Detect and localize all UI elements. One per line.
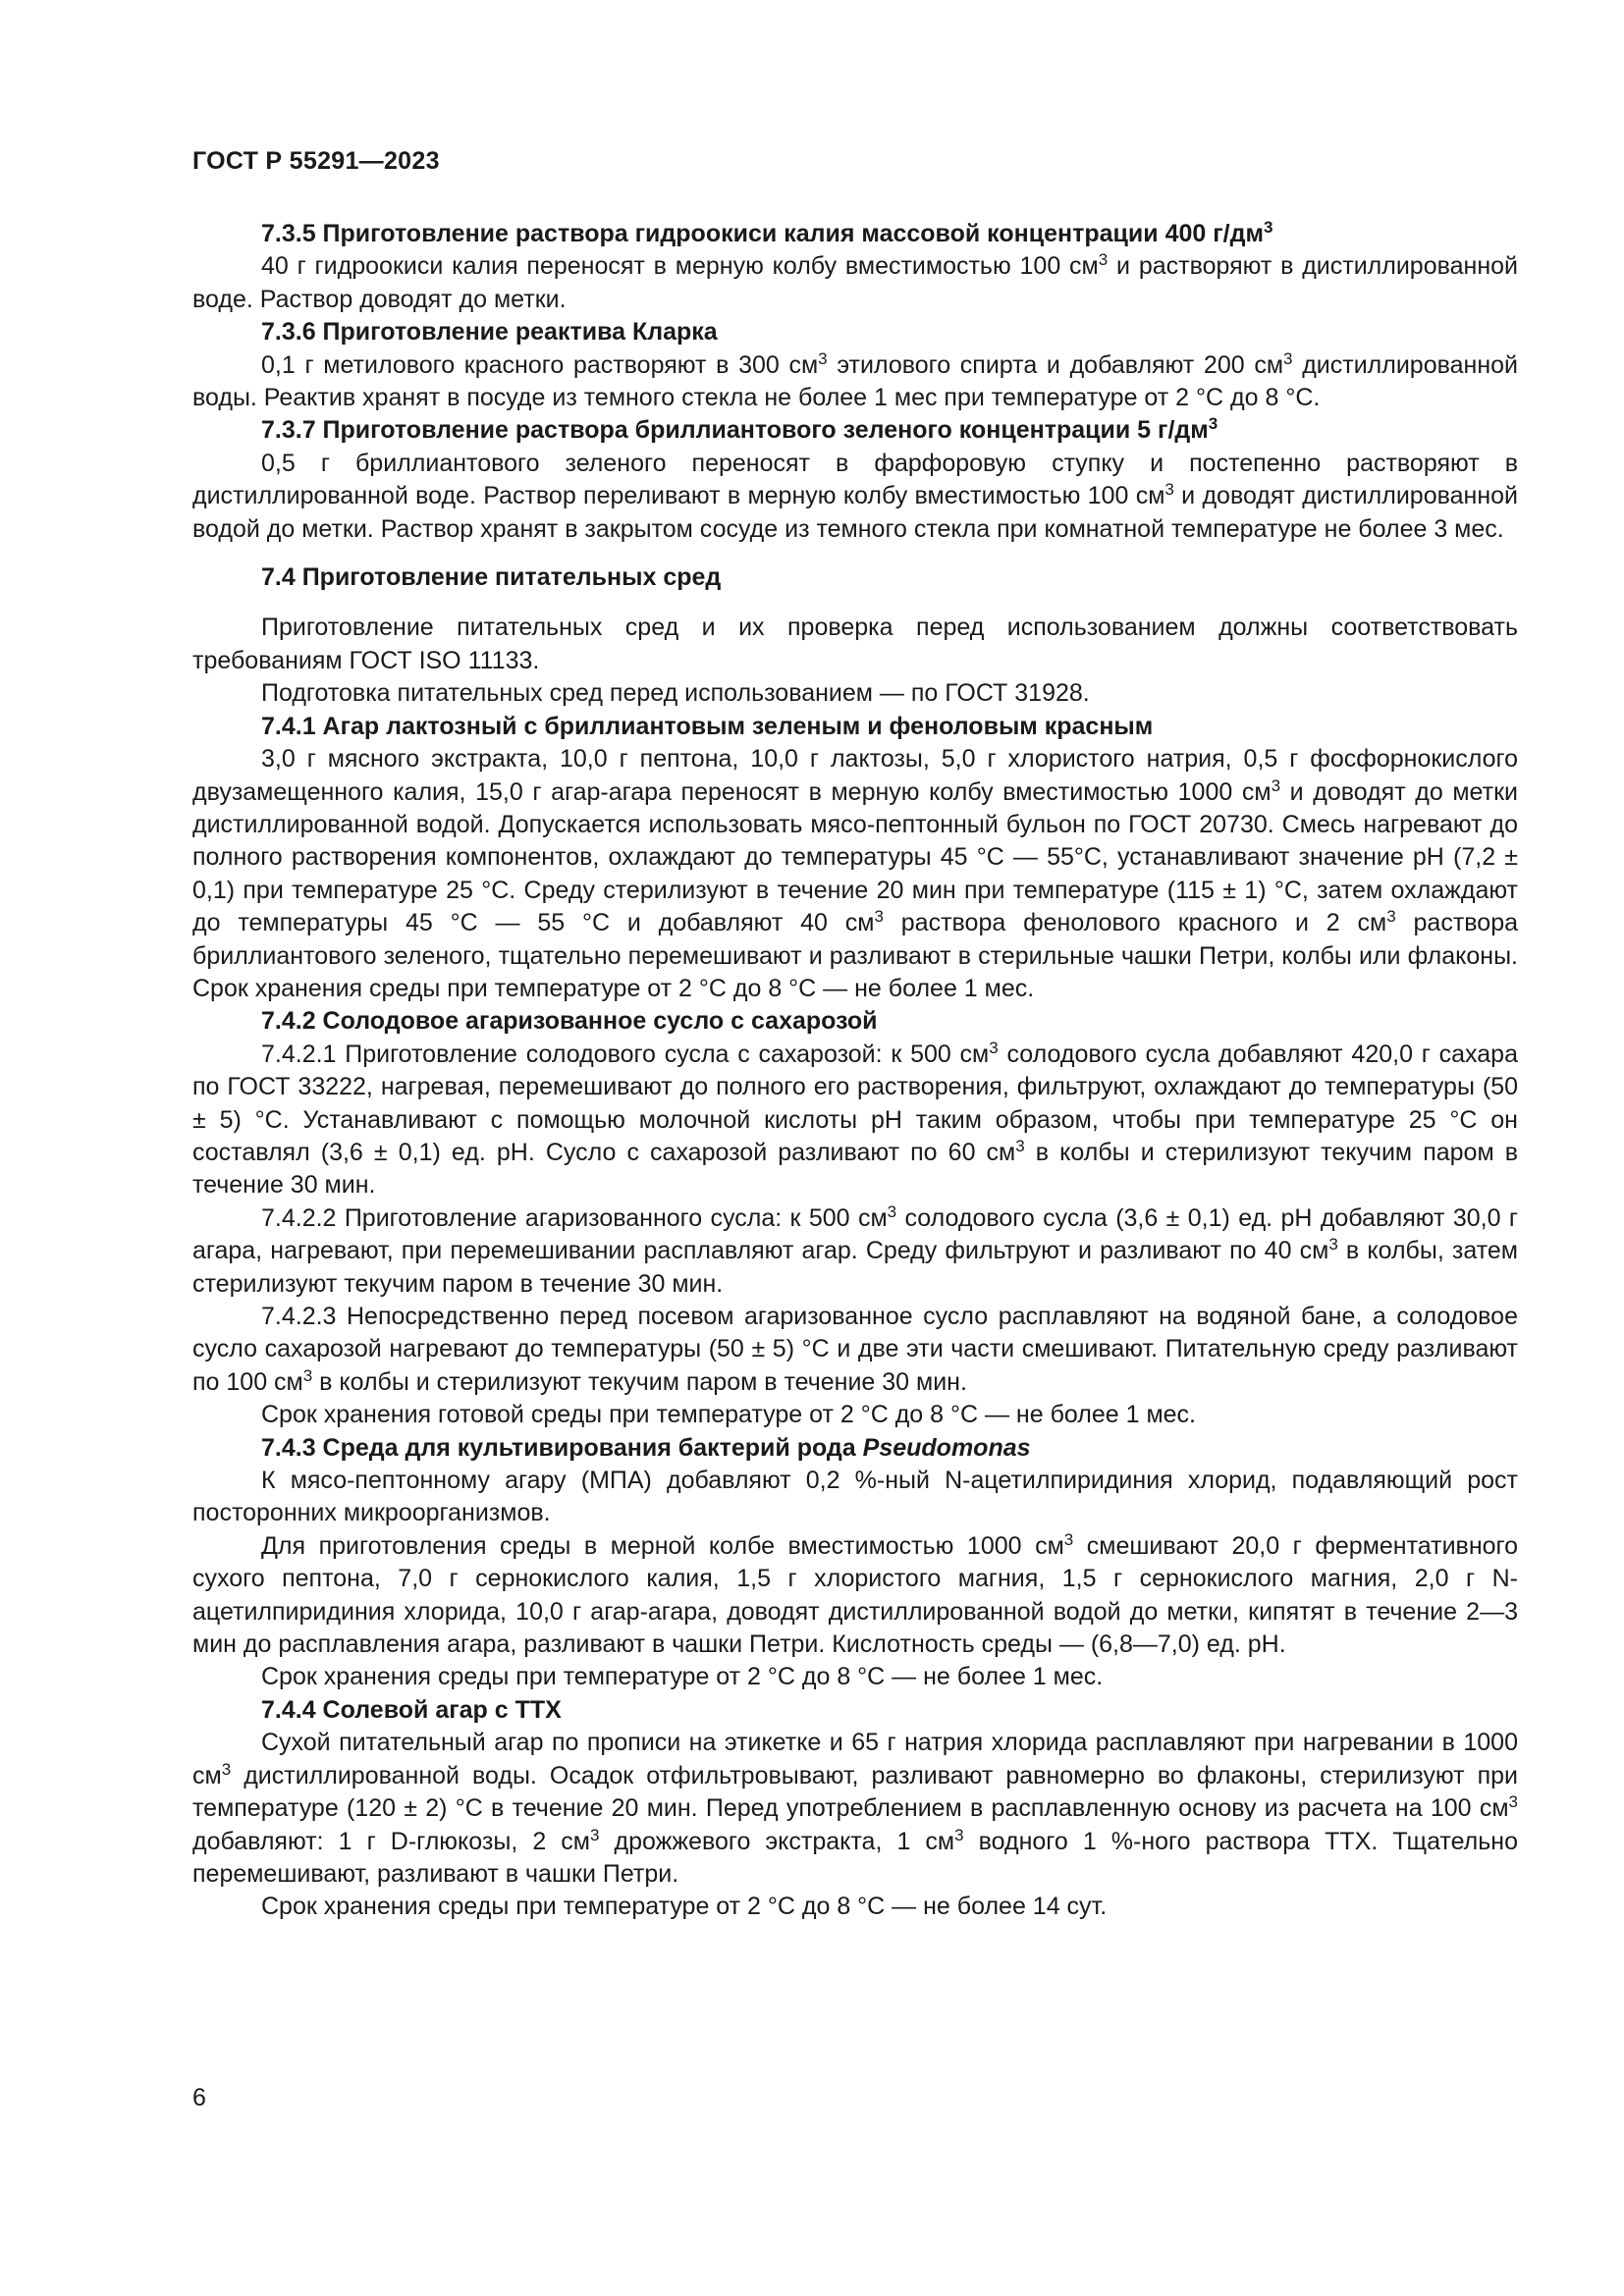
section-7-4-2-2-paragraph: 7.4.2.2 Приготовление агаризованного сусла: к 500 $см^3$ солодового сусла (3,6 ± 0,1) ед. рН добавляют 30,0 г агара, нагревают, при перемешивании расплавляют агар. Среду фильтруют и разливают по 40 $см^3$ в колбы, затем стерилизуют текучим паром в течение 30 мин. [192,1201,1518,1298]
section-7-4-3-paragraph-2: Для приготовления среды в мерной колбе вместимостью 1000 $см^3$ смешивают 20,0 г ферментативного сухого пептона, 7,0 г сернокислого калия, 1,5 г хлористого магния, 1,5 г сернокислого магния, 2,0 г N-ацетилпиридиния хлорида, 10,0 г агар-агара, доводят дистиллированной водой до метки, кипятят в течение 2—3 мин до расплавления агара, разливают в чашки Петри. Кислотность среды — (6,8—7,0) ед. рН. [192,1529,1519,1659]
document-header: ГОСТ Р 55291—2023 [192,147,440,175]
section-7-3-7-paragraph: 0,5 г бриллиантового зеленого переносят в фарфоровую ступку и постепенно растворяют в дистиллированной воде. Раствор переливают в мерную колбу вместимостью 100 $см^3$ и доводят дистиллированной водой до метки. Раствор хранят в закрытом сосуде из темного стекла при комнатной температуре не более 3 мес. [192,449,1518,543]
section-7-4-title: 7.4 Приготовление питательных сред [261,563,722,592]
section-7-4-4-storage: Срок хранения среды при температуре от 2 °С до 8 °С — не более 14 сут. [261,1893,1108,1921]
section-7-4-2-storage: Срок хранения готовой среды при температуре от 2 °С до 8 °С — не более 1 мес. [261,1401,1196,1429]
section-7-4-2-title: 7.4.2 Солодовое агаризованное сусло с сахарозой [261,1007,878,1036]
document-body [192,218,1518,1924]
section-7-3-5-paragraph: 40 г гидроокиси калия переносят в мерную колбу вместимостью 100 $см^3$ и растворяют в дистиллированной воде. Раствор доводят до метки. [192,250,1518,313]
section-7-3-6-paragraph: 0,1 г метилового красного растворяют в 300 $см^3$ этилового спирта и добавляют 200 $см^3$ дистиллированной воды. Реактив хранят в посуде из темного стекла не более 1 мес при температуре от 2 °С до 8 °С. [192,348,1518,412]
section-7-3-7-title: 7.3.7 Приготовление раствора бриллиантового зеленого концентрации 5 $г/дм^3$ [261,414,1218,445]
section-7-3-5-title: 7.3.5 Приготовление раствора гидроокиси калия массовой концентрации 400 $г/дм^3$ [261,218,1273,247]
section-7-4-4-title: 7.4.4 Солевой агар с ТТХ [261,1695,562,1724]
section-7-4-2-1-paragraph: 7.4.2.1 Приготовление солодового сусла с сахарозой: к 500 $см^3$ солодового сусла добавляют 420,0 г сахара по ГОСТ 33222, нагревая, перемешивают до полного его растворения, фильтруют, охлаждают до температуры (50 ± 5) °С. Устанавливают с помощью молочной кислоты рН таким образом, чтобы при температуре 25 °С он составлял (3,6 ± 0,1) ед. рН. Сусло с сахарозой разливают по 60 $см^3$ в колбы и стерилизуют текучим паром в течение 30 мин. [192,1038,1519,1200]
section-7-4-2-3-paragraph: 7.4.2.3 Непосредственно перед посевом агаризованное сусло расплавляют на водяной бане, а солодовое сусло сахарозой нагревают до температуры (50 ± 5) °С и две эти части смешивают. Питательную среду разливают по 100 $см^3$ в колбы и стерилизуют текучим паром в течение 30 мин. [192,1303,1518,1396]
section-7-4-3-storage: Срок хранения среды при температуре от 2 °С до 8 °С — не более 1 мес. [261,1663,1104,1691]
section-7-4-1-paragraph: 3,0 г мясного экстракта, 10,0 г пептона, 10,0 г лактозы, 5,0 г хлористого натрия, 0,5 г фосфорнокислого двузамещенного калия, 15,0 г агар-агара переносят в мерную колбу вместимостью 1000 $см^3$ и доводят до метки дистиллированной водой. Допускается использовать мясо-пептонный бульон по ГОСТ 20730. Смесь нагревают до полного растворения компонентов, охлаждают до температуры 45 °С — 55°С, устанавливают значение рН (7,2 ± 0,1) при температуре 25 °С. Среду стерилизуют в течение 20 мин при температуре (115 ± 1) °С, затем охлаждают до температуры 45 °С — 55 °С и добавляют 40 $см^3$ раствора фенолового красного и 2 $см^3$ раствора бриллиантового зеленого, тщательно перемешивают и разливают в стерильные чашки Петри, колбы или флаконы. Срок хранения среды при температуре от 2 °С до 8 °С — не более 1 мес. [192,745,1518,1002]
section-7-4-1-title: 7.4.1 Агар лактозный с бриллиантовым зеленым и феноловым красным [261,712,1154,740]
section-7-4-4-paragraph: Сухой питательный агар по прописи на этикетке и 65 г натрия хлорида расплавляют при нагревании в 1000 $см^3$ дистиллированной воды. Осадок отфильтровывают, разливают равномерно во флаконы, стерилизуют при температуре (120 ± 2) °С в течение 20 мин. Перед употреблением в расплавленную основу из расчета на 100 $см^3$ добавляют: 1 г D-глюкозы, 2 $см^3$ дрожжевого экстракта, 1 $см^3$ водного 1 %-ного раствора ТТХ. Тщательно перемешивают, разливают в чашки Петри. [192,1729,1518,1888]
section-7-4-3-paragraph-1: К мясо-пептонному агару (МПА) добавляют 0,2 %-ный N-ацетилпиридиния хлорид, подавляющий рост посторонних микроорганизмов. [192,1467,1518,1527]
section-7-4-paragraph-1: Приготовление питательных сред и их проверка перед использованием должны соответствовать требованиям ГОСТ ISO 11133. [192,614,1518,674]
page-number: 6 [192,2084,206,2111]
section-7-4-3-title: 7.4.3 Среда для культивирования бактерий рода Pseudomonas [261,1433,1031,1462]
section-7-3-6-title: 7.3.6 Приготовление реактива Кларка [261,318,718,347]
section-7-4-paragraph-2: Подготовка питательных сред перед использованием — по ГОСТ 31928. [261,679,1090,708]
